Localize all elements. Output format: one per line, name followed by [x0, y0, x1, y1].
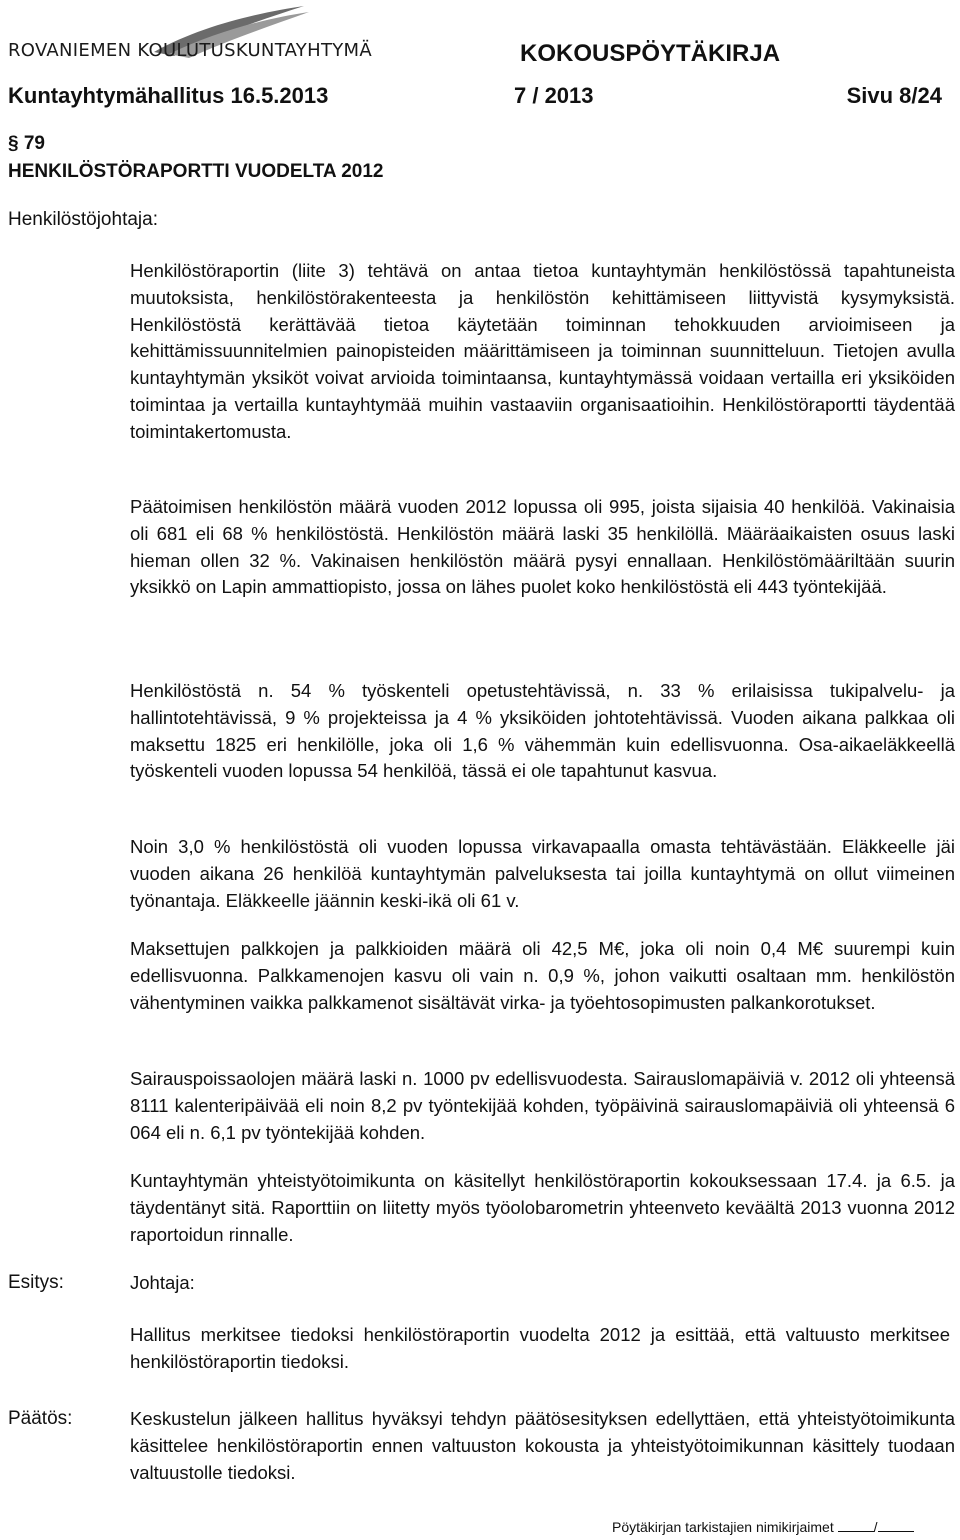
paragraph-sick-leave: Sairauspoissaolojen määrä laski n. 1000 pv edellisvuodesta. Sairauslomapäiviä v. 2012 oli yhteensä 8111 kalenteripäivää eli noin 8,2 pv työntekijää kohden, työpäivinä sairauslomapäiviä oli yhteensä 6 064 eli n. 6,1 pv työntekijää kohden.	[130, 1068, 955, 1143]
proposal-presenter: Johtaja:	[130, 1272, 195, 1293]
decision-text: Keskustelun jälkeen hallitus hyväksyi tehdyn päätösesityksen edellyttäen, että yhteistyötoimikunta käsittelee henkilöstöraportin ennen valtuuston kokousta ja yhteistyötoimikunnan käsittely tuodaan valtuustolle tiedoksi.	[130, 1408, 955, 1483]
paragraph-purpose: Henkilöstöraportin (liite 3) tehtävä on antaa tietoa kuntayhtymän henkilöstössä tapahtuneista muutoksista, henkilöstörakenteesta ja henkilöstön kehittämiseen liittyvistä kysymyksistä. Henkilöstöstä kerättävää tietoa käytetään toiminnan tehokkuuden arvioimiseen ja kehittämissuunnitelmien painopisteiden määrittämiseen ja toiminnan suunnitteluun. Tietojen avulla kuntayhtymän yksiköt voivat arvioida toimintaansa, kuntayhtymässä voidaan vertailla eri yksiköiden toimintaa ja vertailla kuntayhtymää muihin vastaaviin organisaatioihin. Henkilöstöraportti täydentää toimintakertomusta.	[130, 260, 955, 442]
signature-line	[878, 1519, 914, 1532]
document-type: KOKOUSPÖYTÄKIRJA	[520, 40, 781, 67]
proposal-label: Esitys:	[8, 1272, 64, 1293]
decision-label: Päätös:	[8, 1408, 73, 1429]
signature-line	[838, 1519, 874, 1532]
meeting-name: Kuntayhtymähallitus 16.5.2013	[8, 83, 329, 108]
paragraph-leave-retirement: Noin 3,0 % henkilöstöstä oli vuoden lopussa virkavapaalla omasta tehtävästään. Eläkkeelle jäi vuoden aikana 26 henkilöä kuntayhtymän palveluksesta tai joilla kuntayhtymä on ollut viimeinen työnantaja. Eläkkeelle jäännin keski-ikä oli 61 v.	[130, 836, 955, 911]
section-title: HENKILÖSTÖRAPORTTI VUODELTA 2012	[8, 161, 384, 182]
document-header	[0, 0, 960, 110]
paragraph-staff-count: Päätoimisen henkilöstön määrä vuoden 2012 lopussa oli 995, joista sijaisia 40 henkilöä. Vakinaisia oli 681 eli 68 % henkilöstöstä. Henkilöstön määrä laski 35 henkilöllä. Määräaikaisten osuus laski hieman ollen 32 %. Vakinaisen henkilöstön määrä pysyi ennallaan. Henkilöstömääriltään suurin yksikkö on Lapin ammattiopisto, jossa on lähes puolet koko henkilöstöstä eli 443 työntekijää.	[130, 496, 955, 598]
logo-text: ROVANIEMEN KOULUTUSKUNTAYHTYMÄ	[8, 40, 372, 61]
paragraph-cooperation-committee: Kuntayhtymän yhteistyötoimikunta on käsitellyt henkilöstöraportin kokouksessaan 17.4. ja 6.5. ja täydentänyt sitä. Raporttiin on liitetty myös työolobarometrin yhteenveto keväältä 2013 vuonna 2012 raportoidun rinnalle.	[130, 1170, 955, 1245]
proposal-text: Hallitus merkitsee tiedoksi henkilöstöraportin vuodelta 2012 ja esittää, että valtuusto merkitsee henkilöstöraportin tiedoksi.	[130, 1324, 950, 1372]
paragraph-staff-roles: Henkilöstöstä n. 54 % työskenteli opetustehtävissä, n. 33 % erilaisissa tukipalvelu- ja hallintotehtävissä, 9 % projekteissa ja 4 % yksiköiden johtotehtävissä. Vuoden aikana palkkaa oli maksettu 1825 eri henkilölle, joka oli 1,6 % vähemmän kuin edellisvuonna. Osa-aikaeläkkeellä työskenteli vuoden lopussa 54 henkilöä, tässä ei ole tapahtunut kasvua.	[130, 680, 955, 782]
presenter-label: Henkilöstöjohtaja:	[8, 209, 158, 230]
section-number: § 79	[8, 133, 45, 154]
meeting-number: 7 / 2013	[514, 83, 594, 108]
footer-text: Pöytäkirjan tarkistajien nimikirjaimet	[612, 1519, 834, 1535]
page-number: Sivu 8/24	[846, 83, 942, 108]
footer-separator: /	[873, 1519, 878, 1535]
signature-footer	[612, 1519, 914, 1535]
paragraph-salaries: Maksettujen palkkojen ja palkkioiden määrä oli 42,5 M€, joka oli noin 0,4 M€ suurempi kuin edellisvuonna. Palkkamenojen kasvu oli vain n. 0,9 %, johon vaikutti osaltaan mm. henkilöstön vähentyminen vaikka palkkamenot sisältävät virka- ja työehtosopimusten palkankorotukset.	[130, 938, 955, 1013]
